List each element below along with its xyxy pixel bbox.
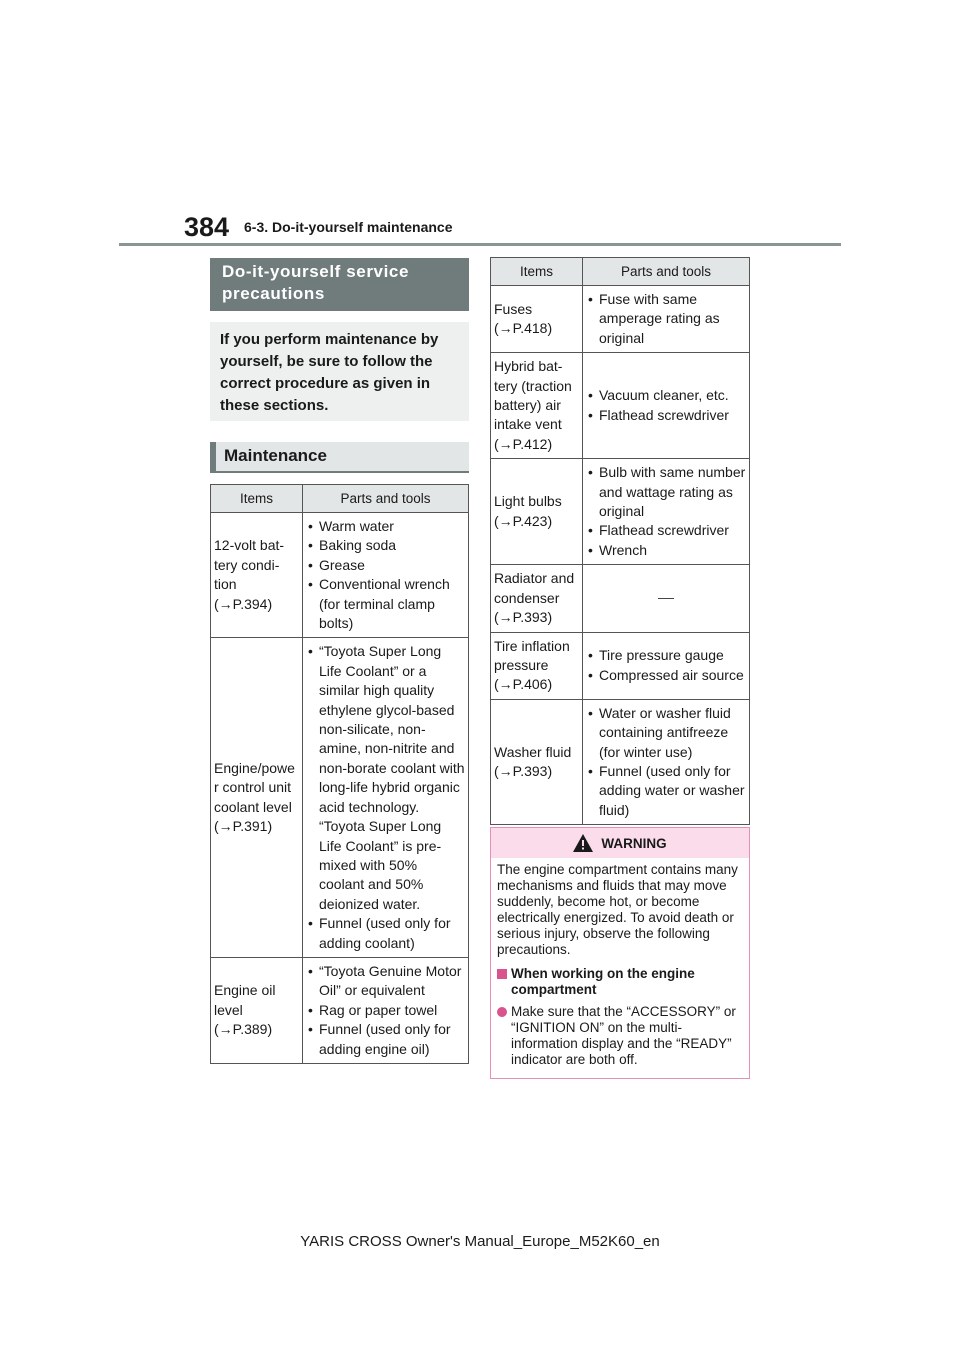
item-text-line: condenser [494, 589, 560, 606]
list-item: • Grease [306, 556, 465, 575]
list-item: • Flathead screwdriver [586, 521, 746, 540]
item-cell [491, 353, 583, 459]
parts-list [586, 386, 746, 425]
table-row [211, 957, 469, 1063]
parts-list [306, 962, 465, 1059]
page-number: 384 [184, 212, 230, 242]
list-item: • Water or washer fluid containing antifreeze (for winter use) [586, 704, 746, 762]
table-row [491, 286, 750, 353]
circle-bullet-icon [497, 1007, 507, 1017]
list-item: • Funnel (used only for adding coolant) [306, 914, 465, 953]
item-cell [491, 565, 583, 632]
parts-cell [303, 638, 469, 958]
list-item: • “Toyota Super Long Life Coolant” or a similar high quality ethylene glycol-based non-silicate, non-amine, non-nitrite and non-borate coolant with long-life hybrid organic acid technology. “Toyota Super Long Life Coolant” is pre-mixed with 50% coolant and 50% deionized water. [306, 642, 465, 914]
parts-list [586, 463, 746, 560]
item-text-line: Radiator and [494, 570, 575, 587]
item-cell [491, 632, 583, 699]
item-text-line: tery (traction [494, 377, 572, 394]
item-cell [211, 513, 303, 638]
warning-bullet-text: Make sure that the “ACCESSORY” or “IGNITION ON” on the multi-information display and the “READY” indicator are both off. [511, 1004, 736, 1067]
maintenance-subheading: Maintenance [210, 442, 469, 473]
items-column-header: Items [491, 258, 583, 286]
table-row [211, 513, 469, 638]
table-row [491, 699, 750, 824]
section-header: 6-3. Do-it-yourself maintenance [244, 219, 453, 235]
page-footer: YARIS CROSS Owner's Manual_Europe_M52K60_en [300, 1233, 660, 1250]
parts-list [586, 704, 746, 820]
item-text-line: (→P.418) [494, 320, 553, 337]
list-item: • Compressed air source [586, 666, 746, 685]
item-cell [491, 286, 583, 353]
item-text-line: (→P.412) [494, 435, 553, 452]
parts-cell [583, 565, 750, 632]
parts-list [586, 290, 746, 348]
item-text-line: (→P.394) [214, 595, 273, 612]
parts-cell [303, 957, 469, 1063]
list-item: • Wrench [586, 541, 746, 560]
item-text-line: battery) air [494, 397, 561, 414]
list-item: • Warm water [306, 517, 465, 536]
parts-cell [583, 632, 750, 699]
item-text-line: Engine oil [214, 982, 276, 999]
item-cell [211, 957, 303, 1063]
item-text-line: pressure [494, 656, 549, 673]
table-row [491, 353, 750, 459]
parts-cell [583, 699, 750, 824]
warning-subheading [497, 966, 744, 998]
item-text-line: coolant level [214, 798, 292, 815]
parts-list [586, 646, 746, 685]
parts-list [306, 642, 465, 953]
item-text-line: intake vent [494, 416, 562, 433]
warning-subheading-text: When working on the engine compartment [511, 966, 695, 997]
list-item: • Rag or paper towel [306, 1001, 465, 1020]
parts-cell [583, 286, 750, 353]
item-text-line: Light bulbs [494, 493, 562, 510]
table-row [491, 565, 750, 632]
parts-column-header: Parts and tools [303, 485, 469, 513]
item-text-line: (→P.423) [494, 512, 553, 529]
item-text-line: (→P.406) [494, 676, 553, 693]
table-row [491, 632, 750, 699]
list-item: • Tire pressure gauge [586, 646, 746, 665]
item-text-line: level [214, 1001, 243, 1018]
item-text-line: Fuses [494, 300, 533, 317]
parts-list [306, 517, 465, 633]
list-item: • Vacuum cleaner, etc. [586, 386, 746, 405]
item-cell [491, 699, 583, 824]
parts-cell [583, 353, 750, 459]
parts-column-header: Parts and tools [583, 258, 750, 286]
item-text-line: r control unit [214, 779, 292, 796]
page-title: Do-it-yourself service precautions [210, 258, 469, 311]
item-text-line: Engine/powe [214, 759, 295, 776]
list-item: • Funnel (used only for adding engine oil) [306, 1020, 465, 1059]
list-item: • Funnel (used only for adding water or washer fluid) [586, 762, 746, 820]
item-text-line: 12-volt bat- [214, 537, 285, 554]
table-row [211, 638, 469, 958]
list-item: • Conventional wrench (for terminal clamp bolts) [306, 575, 465, 633]
maintenance-table-right [490, 257, 750, 825]
warning-box [490, 827, 750, 1079]
table-row [491, 459, 750, 565]
parts-cell [303, 513, 469, 638]
list-item: • Bulb with same number and wattage rating as original [586, 463, 746, 521]
item-text-line: (→P.393) [494, 762, 553, 779]
list-item: • Flathead screwdriver [586, 406, 746, 425]
list-item: • Baking soda [306, 536, 465, 555]
item-text-line: (→P.393) [494, 609, 553, 626]
list-item: • Fuse with same amperage rating as original [586, 290, 746, 348]
maintenance-table-left [210, 484, 469, 1064]
warning-header [491, 828, 749, 858]
item-text-line: tery condi- [214, 556, 280, 573]
warning-bullet [497, 1004, 744, 1068]
header-rule [119, 243, 841, 246]
item-text-line: Tire inflation [494, 637, 570, 654]
item-text-line: Washer fluid [494, 743, 572, 760]
em-dash-mark [658, 598, 674, 599]
items-column-header: Items [211, 485, 303, 513]
intro-text: If you perform maintenance by yourself, be sure to follow the correct procedure as given in these sections. [210, 322, 469, 421]
item-text-line: Hybrid bat- [494, 358, 563, 375]
warning-text: The engine compartment contains many mechanisms and fluids that may move suddenly, become hot, or become electrically energized. To avoid death or serious injury, observe the following precautions. [497, 862, 738, 957]
parts-cell [583, 459, 750, 565]
warning-triangle-icon [573, 834, 593, 852]
warning-label: WARNING [601, 835, 667, 851]
list-item: • “Toyota Genuine Motor Oil” or equivalent [306, 962, 465, 1001]
item-text-line: (→P.389) [214, 1021, 273, 1038]
item-cell [491, 459, 583, 565]
square-bullet-icon [497, 969, 507, 979]
item-text-line: (→P.391) [214, 818, 273, 835]
item-text-line: tion [214, 576, 237, 593]
item-cell [211, 638, 303, 958]
